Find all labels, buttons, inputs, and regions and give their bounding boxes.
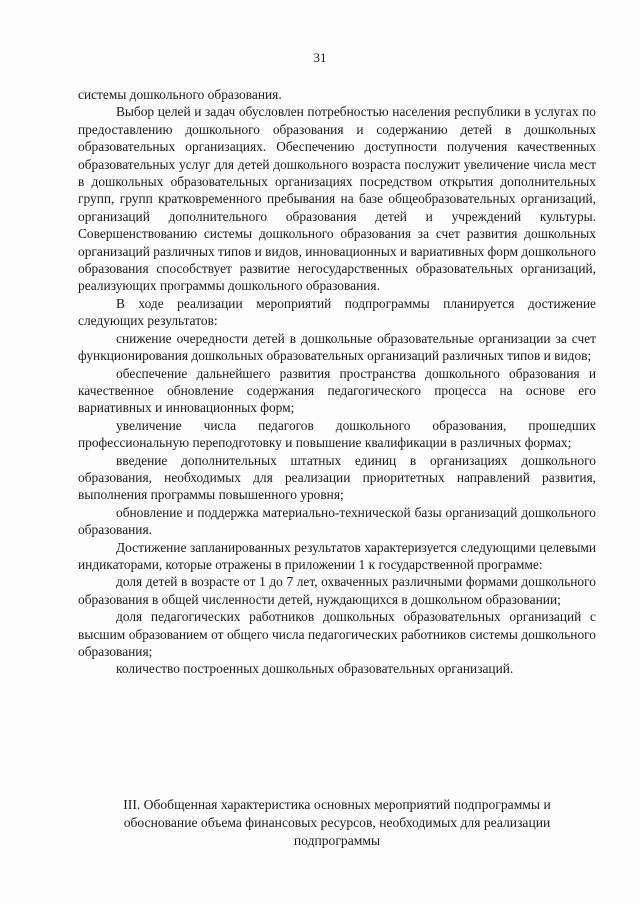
result-item: обеспечение дальнейшего развития пространства дошкольного образования и качественное обновление содержания педагогического процесса на основе его вариативных и инновационных форм;	[78, 365, 596, 416]
paragraph: Достижение запланированных результатов характеризуется следующими целевыми индикаторами, которые отражены в приложении 1 к государственной программе:	[78, 539, 596, 572]
indicator-item: доля детей в возрасте от 1 до 7 лет, охваченных различными формами дошкольного образования в общей численности детей, нуждающихся в дошкольном образовании;	[78, 574, 596, 607]
result-item: снижение очередности детей в дошкольные образовательные организации за счет функционирования дошкольных образовательных организаций различных типов и видов;	[78, 330, 596, 364]
result-item: обновление и поддержка материально-технической базы организаций дошкольного образования.	[78, 504, 596, 538]
section-heading-line: подпрограммы	[293, 833, 381, 848]
paragraph: Выбор целей и задач обусловлен потребностью населения республики в услугах по предоставлению дошкольного образования и содержанию детей в дошкольных образовательных организациях. Обеспечению доступности получения качественных образовательных услуг для детей дошкольного возраста послужит увеличение числа мест в дошкольных образовательных организациях посредством открытия дополнительных групп, групп кратковременного пребывания на базе общеобразовательных организаций, организаций дополнительного образования детей и учреждений культуры. Совершенствованию системы дошкольного образования за счет развития дошкольных организаций различных типов и видов, инновационных и вариативных форм дошкольного образования способствует развитие негосударственных образовательных организаций, реализующих программы дошкольного образования.	[78, 104, 596, 294]
section-heading-line: обоснование объема финансовых ресурсов, необходимых для реализации	[123, 815, 551, 830]
indicator-item: доля педагогических работников дошкольных образовательных организаций с высшим образованием от общего числа педагогических работников системы дошкольного образования;	[78, 609, 596, 659]
indicator-item: количество построенных дошкольных образовательных организаций.	[116, 661, 514, 677]
body-text	[78, 86, 596, 678]
page-number: 31	[313, 50, 327, 65]
result-item: увеличение числа педагогов дошкольного образования, прошедших профессиональную переподготовку и повышение квалификации в различных формах;	[78, 417, 596, 451]
result-item: введение дополнительных штатных единиц в организациях дошкольного образования, необходимых для реализации приоритетных направлений развития, выполнения программы повышенного уровня;	[78, 452, 596, 503]
paragraph: В ходе реализации мероприятий подпрограммы планируется достижение следующих результатов:	[78, 295, 596, 329]
section-heading-line: III. Обобщенная характеристика основных мероприятий подпрограммы и	[123, 797, 551, 812]
section-heading	[78, 796, 596, 850]
paragraph: системы дошкольного образования.	[78, 87, 282, 102]
